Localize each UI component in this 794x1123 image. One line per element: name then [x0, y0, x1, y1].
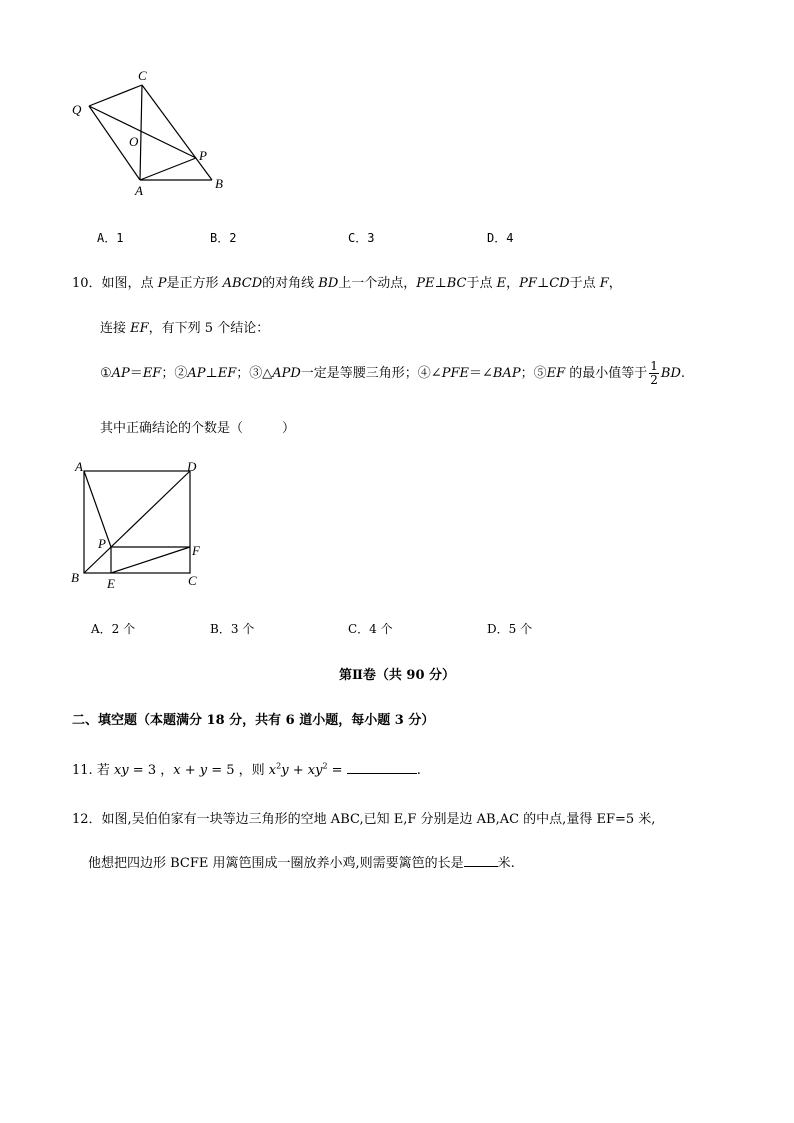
label-d: D [187, 459, 197, 474]
label-e: E [107, 576, 115, 591]
q10-question: 其中正确结论的个数是（ ） [100, 421, 296, 436]
q9-option-b[interactable]: B．2 [210, 231, 237, 245]
text: = 3 ， [128, 763, 174, 778]
perp-symbol: ⊥ [434, 276, 447, 291]
q9-option-c[interactable]: C．3 [348, 231, 375, 245]
text: . [680, 366, 686, 381]
text: ＝∠ [468, 366, 493, 381]
var-ap: AP [111, 366, 130, 381]
label-c: C [138, 68, 147, 83]
q9-option-a[interactable]: A．1 [97, 231, 124, 245]
text: ，有下列 5 个结论： [148, 321, 270, 336]
q10-conclusions [100, 358, 685, 390]
label-a: A [75, 459, 83, 474]
text: ；③△ [236, 366, 273, 381]
var-ef: EF [142, 366, 162, 381]
text: ；② [161, 366, 188, 381]
text: 若 [96, 763, 114, 778]
text: + [180, 763, 200, 778]
q12-answer-blank[interactable] [464, 854, 498, 867]
var-p: P [157, 276, 167, 291]
var-bc: BC [446, 276, 467, 291]
text: ＝ [129, 366, 143, 381]
var-pfe: PFE [441, 366, 469, 381]
exponent: 2 [322, 761, 328, 771]
var-ef: EF [546, 366, 566, 381]
text: ， [608, 276, 622, 291]
var-pe: PE [416, 276, 435, 291]
text: 他想把四边形 BCFE 用篱笆围成一圈放养小鸡,则需要篱笆的长是 [88, 856, 464, 871]
perp-symbol: ⊥ [536, 276, 550, 291]
q10-option-b[interactable]: B．3 个 [210, 622, 255, 636]
q12-line2 [88, 852, 515, 871]
text: 的最小值等于 [565, 366, 648, 381]
text: ；⑤ [520, 366, 547, 381]
q9-option-d[interactable]: D．4 [487, 231, 514, 245]
text: 上一个动点， [338, 276, 417, 291]
part2-title: 第Ⅱ卷（共 90 分） [338, 668, 456, 683]
q10-number: 10． [72, 276, 102, 291]
label-a: A [135, 183, 143, 198]
label-q: Q [72, 102, 82, 117]
figure-q9-geometry [60, 60, 240, 210]
q10-option-c[interactable]: C．4 个 [348, 622, 393, 636]
text: 一定是等腰三角形；④∠ [300, 366, 442, 381]
q10-line1 [72, 272, 622, 291]
perp-symbol: ⊥ [205, 366, 218, 381]
label-p: P [98, 536, 106, 551]
fraction-numerator: 1 [650, 359, 658, 373]
var-y: y [199, 763, 208, 778]
segment-qc [89, 85, 142, 106]
var-f: F [599, 276, 609, 291]
var-pf: PF [519, 276, 537, 291]
var-bd: BD [318, 276, 339, 291]
var-xy: xy [113, 763, 129, 778]
var-abcd: ABCD [222, 276, 263, 291]
text: 于点 [466, 276, 497, 291]
exponent: 2 [276, 761, 282, 771]
text: ① [100, 366, 112, 381]
label-b: B [215, 176, 223, 191]
segment-pa [140, 158, 196, 180]
text: = [327, 763, 347, 778]
var-e: E [496, 276, 507, 291]
q10-option-d[interactable]: D．5 个 [487, 622, 533, 636]
var-xy: xy [307, 763, 323, 778]
var-x: x [268, 763, 277, 778]
var-y: y [281, 763, 289, 778]
var-ef: EF [130, 321, 149, 336]
label-c: C [188, 573, 197, 588]
figure-q10-square [66, 455, 216, 595]
q10-line2 [100, 317, 269, 336]
var-x: x [173, 763, 181, 778]
q11-answer-blank[interactable] [347, 761, 417, 774]
var-apd: APD [272, 366, 301, 381]
text: ， [506, 276, 520, 291]
q10-option-a[interactable]: A．2 个 [91, 622, 136, 636]
q11-number: 11. [72, 763, 93, 778]
text: 连接 [100, 321, 131, 336]
var-cd: CD [549, 276, 570, 291]
segment-qp [89, 106, 196, 158]
text: 如图，点 [101, 276, 158, 291]
text: . [416, 763, 421, 778]
segment-ef [111, 547, 190, 573]
fraction-one-half [649, 360, 659, 387]
fraction-denominator: 2 [650, 373, 658, 387]
section-fill-in-header: 二、填空题（本题满分 18 分，共有 6 道小题，每小题 3 分） [72, 713, 435, 728]
text: 米. [497, 856, 515, 871]
q12-line1: 12．如图,吴伯伯家有一块等边三角形的空地 ABC,已知 E,F 分别是边 AB,AC 的中点,量得 EF=5 米, [72, 812, 656, 827]
label-p: P [199, 148, 207, 163]
diagonal-bd [84, 471, 190, 573]
label-o: O [129, 134, 139, 149]
label-f: F [192, 543, 200, 558]
var-bd: BD [660, 366, 681, 381]
label-b: B [71, 570, 79, 585]
text: 是正方形 [166, 276, 223, 291]
var-ef: EF [217, 366, 237, 381]
text: 的对角线 [262, 276, 319, 291]
var-ap: AP [187, 366, 206, 381]
text: = 5 ，则 [207, 763, 269, 778]
text: + [288, 763, 308, 778]
segment-ca [140, 85, 142, 180]
q11 [72, 759, 421, 778]
text: 于点 [569, 276, 600, 291]
var-bap: BAP [492, 366, 521, 381]
